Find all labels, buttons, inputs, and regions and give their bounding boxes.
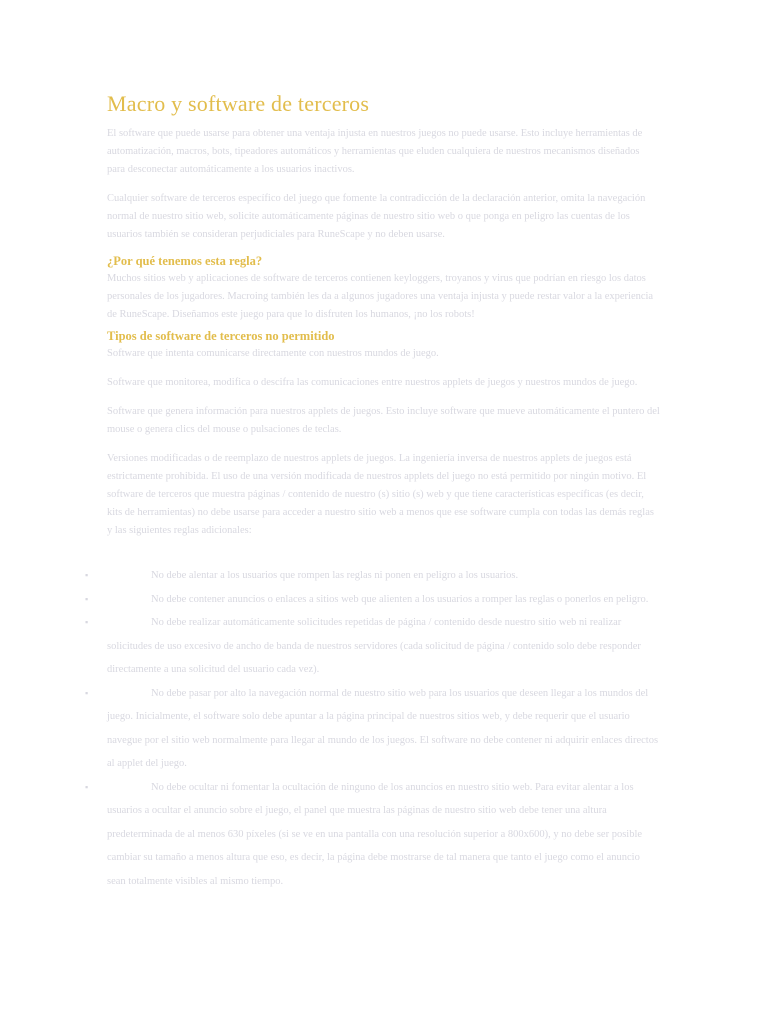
document-page bbox=[85, 90, 660, 893]
bullet-icon: ▪ bbox=[85, 781, 89, 792]
page-title: Macro y software de terceros bbox=[107, 91, 370, 116]
intro-paragraph-2: Cualquier software de terceros específico del juego que fomente la contradicción de la declaración anterior, omita la navegación normal de nuestro sitio web, solicite automáticamente páginas de nuestro sitio web o que ponga en peligro las cuentas de los usuarios también se consideran perjudiciales para RuneScape y no deben usarse. bbox=[107, 193, 646, 240]
rule-text: No debe alentar a los usuarios que rompen las reglas ni ponen en peligro a los usuarios. bbox=[151, 570, 519, 581]
why-heading: ¿Por qué tenemos esta regla? bbox=[107, 254, 263, 268]
types-paragraph-1: Software que intenta comunicarse directamente con nuestros mundos de juego. bbox=[107, 348, 439, 359]
types-paragraph-2: Software que monitorea, modifica o descifra las comunicaciones entre nuestros applets de juegos y nuestros mundos de juego. bbox=[107, 377, 638, 388]
types-paragraph-4: Versiones modificadas o de reemplazo de nuestros applets de juegos. La ingeniería inversa de nuestros applets de juegos está estrictamente prohibida. El uso de una versión modificada de nuestros applets del juego no está permitido por ningún motivo. El software de terceros que muestra páginas / contenido de nuestro (s) sitio (s) web y que tiene características específicas (es decir, kits de herramientas) no debe usarse para acceder a nuestro sitio web a menos que ese software cumpla con todas las demás reglas y las siguientes reglas adicionales: bbox=[107, 453, 654, 536]
rule-text: No debe contener anuncios o enlaces a sitios web que alienten a los usuarios a romper las reglas o ponerlos en peligro. bbox=[151, 593, 649, 605]
types-heading: Tipos de software de terceros no permitido bbox=[107, 329, 335, 343]
bullet-icon: ▪ bbox=[85, 617, 89, 627]
rules-list bbox=[85, 564, 660, 893]
bullet-icon: ▪ bbox=[85, 593, 89, 604]
rule-item bbox=[85, 776, 660, 894]
rule-item bbox=[85, 564, 660, 588]
rule-item bbox=[85, 611, 660, 682]
types-paragraph-3: Software que genera información para nuestros applets de juegos. Esto incluye software que mueve automáticamente el puntero del mouse o genera clics del mouse o pulsaciones de teclas. bbox=[107, 406, 660, 435]
rule-text: No debe ocultar ni fomentar la ocultación de ninguno de los anuncios en nuestro sitio web. Para evitar alentar a los usuarios a ocultar el anuncio sobre el juego, el panel que muestra las páginas de nuestro sitio web debe tener una altura predeterminada de al menos 630 píxeles (si se ve en una pantalla con una resolución superior a 800x600), y no debe ser posible cambiar su tamaño a menos altura que eso, es decir, la página debe mostrarse de tal manera que tanto el juego como el anuncio sean totalmente visibles al mismo tiempo. bbox=[107, 781, 643, 887]
rule-text: No debe pasar por alto la navegación normal de nuestro sitio web para los usuarios que deseen llegar a los mundos del juego. Inicialmente, el software solo debe apuntar a la página principal de nuestros sitios web, y debe requerir que el usuario navegue por el sitio web normalmente para llegar al mundo de los juegos. El software no debe contener ni adquirir enlaces directos al applet del juego. bbox=[107, 687, 659, 769]
bullet-icon: ▪ bbox=[85, 687, 89, 698]
why-paragraph: Muchos sitios web y aplicaciones de software de terceros contienen keyloggers, troyanos y virus que podrían en riesgo los datos personales de los jugadores. Macroing también les da a algunos jugadores una ventaja injusta y puede restar valor a la experiencia de RuneScape. Diseñamos este juego para que lo disfruten los humanos, ¡no los robots! bbox=[107, 273, 654, 320]
rule-item bbox=[85, 588, 660, 612]
rule-item bbox=[85, 682, 660, 776]
intro-paragraph-1: El software que puede usarse para obtener una ventaja injusta en nuestros juegos no puede usarse. Esto incluye herramientas de automatización, macros, bots, tipeadores automáticos y herramientas que eluden cualquiera de nuestros mecanismos diseñados para desconectar automáticamente a los usuarios inactivos. bbox=[107, 128, 643, 175]
rule-text: No debe realizar automáticamente solicitudes repetidas de página / contenido desde nuestro sitio web ni realizar solicitudes de uso excesivo de ancho de banda de nuestros servidores (cada solicitud de página / contenido solo debe responder directamente a una solicitud del usuario cada vez). bbox=[107, 617, 641, 675]
bullet-icon: ▪ bbox=[85, 570, 89, 580]
